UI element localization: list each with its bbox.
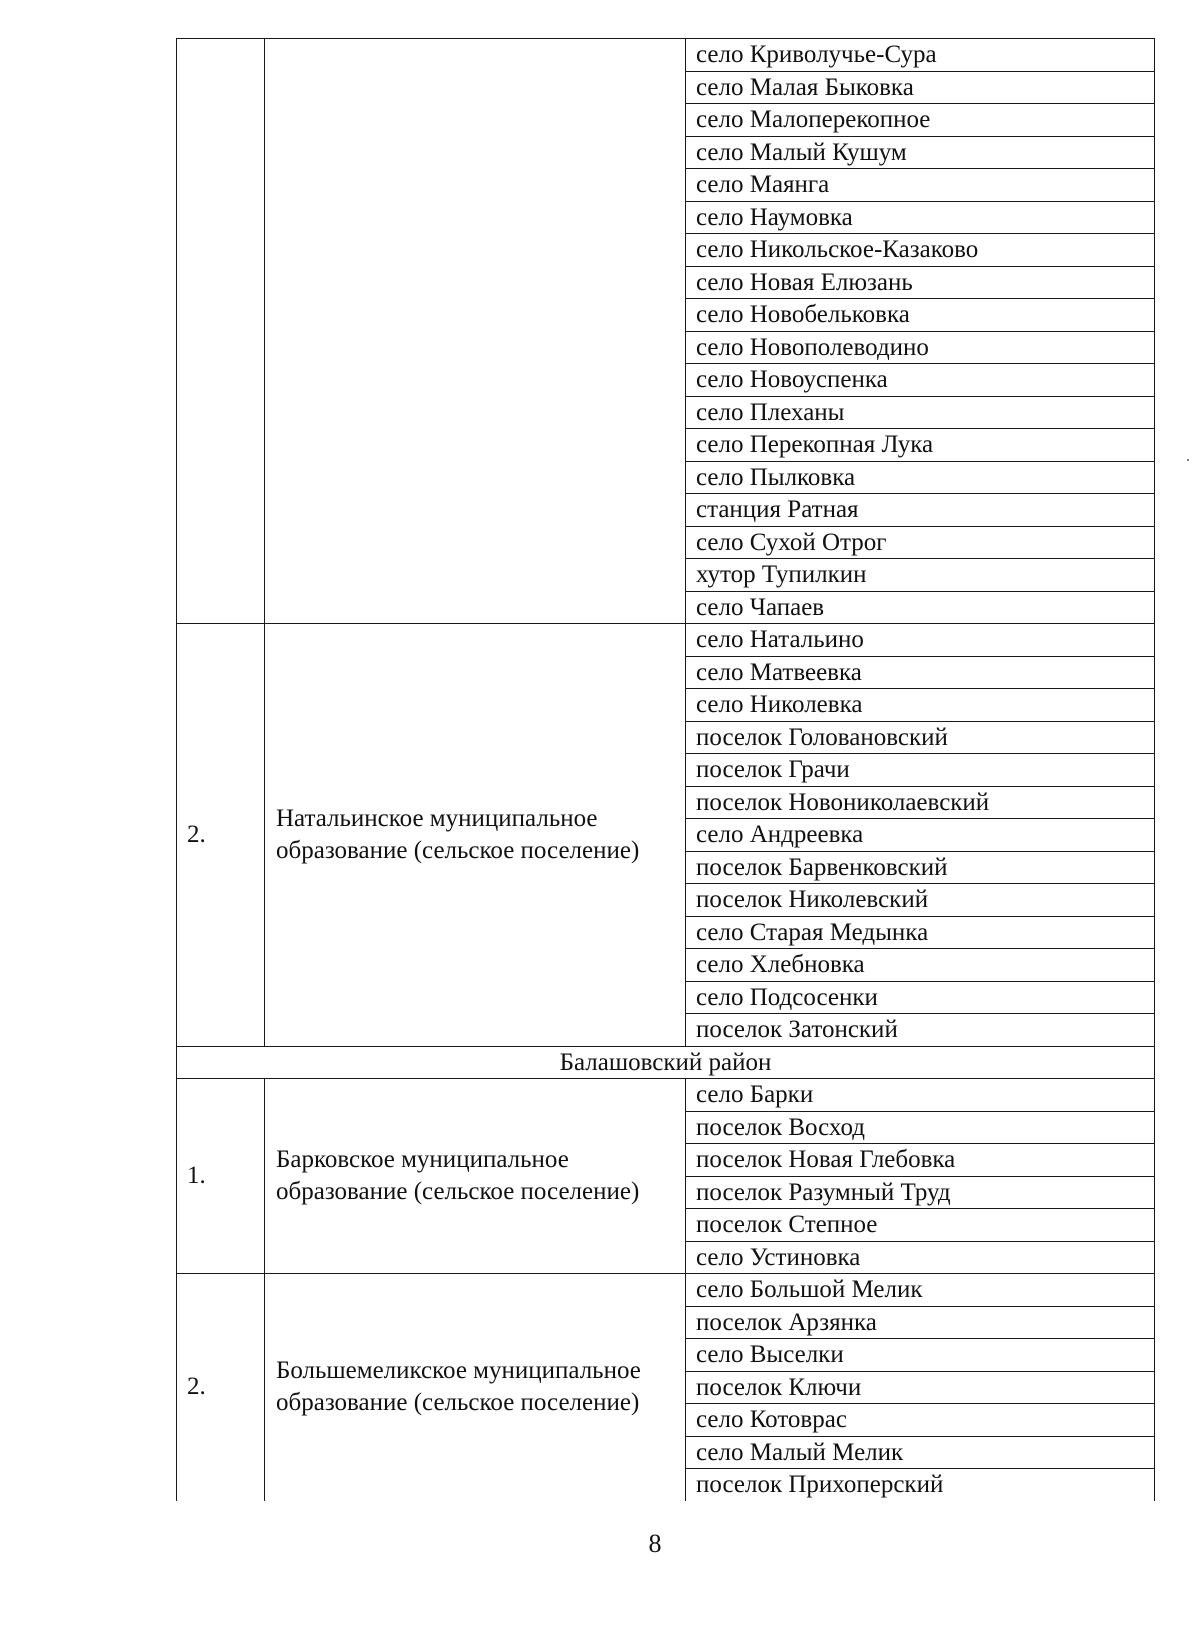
settlement-name: село Большой Мелик — [686, 1274, 1155, 1307]
settlement-name: поселок Новая Глебовка — [686, 1144, 1155, 1177]
municipality-name: Барковское муниципальное образование (сельское поселение) — [265, 1079, 686, 1274]
settlement-name: село Пылковка — [686, 461, 1155, 494]
settlement-name: село Малый Кушум — [686, 136, 1155, 169]
table-row — [177, 1274, 1155, 1307]
settlement-name: поселок Грачи — [686, 754, 1155, 787]
district-row — [177, 1046, 1155, 1079]
settlement-name: село Подсосенки — [686, 981, 1155, 1014]
table-row — [177, 39, 1155, 72]
settlement-name: село Новая Елюзань — [686, 266, 1155, 299]
settlement-name: село Николевка — [686, 689, 1155, 722]
settlement-name: село Новобельковка — [686, 299, 1155, 332]
scan-speck — [1187, 459, 1189, 461]
settlement-name: поселок Новониколаевский — [686, 786, 1155, 819]
table-row — [177, 1079, 1155, 1112]
settlement-name: село Устиновка — [686, 1241, 1155, 1274]
settlement-name: село Малая Быковка — [686, 71, 1155, 104]
settlement-name: село Новополеводино — [686, 331, 1155, 364]
settlement-name: село Андреевка — [686, 819, 1155, 852]
settlement-name: село Никольское-Казаково — [686, 234, 1155, 267]
settlement-name: станция Ратная — [686, 494, 1155, 527]
settlement-name: село Хлебновка — [686, 949, 1155, 982]
page-number: 8 — [648, 1529, 662, 1558]
settlement-name: село Наумовка — [686, 201, 1155, 234]
settlement-name: село Малый Мелик — [686, 1436, 1155, 1469]
settlement-name: поселок Степное — [686, 1209, 1155, 1242]
settlement-name: село Котоврас — [686, 1404, 1155, 1437]
settlement-name: поселок Барвенковский — [686, 851, 1155, 884]
settlement-name: поселок Николевский — [686, 884, 1155, 917]
settlement-name: село Маянга — [686, 169, 1155, 202]
settlement-name: село Чапаев — [686, 591, 1155, 624]
settlement-name: село Барки — [686, 1079, 1155, 1112]
settlement-name: поселок Разумный Труд — [686, 1176, 1155, 1209]
settlements-table-body — [177, 39, 1155, 1501]
settlement-name: поселок Прихоперский — [686, 1469, 1155, 1501]
row-number: 2. — [177, 624, 265, 1047]
settlement-name: поселок Ключи — [686, 1371, 1155, 1404]
row-number: 2. — [177, 1274, 265, 1501]
settlement-name: село Выселки — [686, 1339, 1155, 1372]
settlement-name: село Криволучье-Сура — [686, 39, 1155, 72]
settlement-name: село Натальино — [686, 624, 1155, 657]
municipality-name — [265, 39, 686, 624]
settlement-name: село Сухой Отрог — [686, 526, 1155, 559]
settlement-name: село Перекопная Лука — [686, 429, 1155, 462]
settlement-name: село Плеханы — [686, 396, 1155, 429]
settlement-name: поселок Затонский — [686, 1014, 1155, 1047]
settlement-name: хутор Тупилкин — [686, 559, 1155, 592]
settlement-name: село Старая Медынка — [686, 916, 1155, 949]
settlement-name: село Малоперекопное — [686, 104, 1155, 137]
district-title: Балашовский район — [177, 1046, 1155, 1079]
settlement-name: поселок Головановский — [686, 721, 1155, 754]
settlement-name: село Новоуспенка — [686, 364, 1155, 397]
settlements-table — [176, 38, 1155, 1501]
settlement-name: поселок Восход — [686, 1111, 1155, 1144]
settlement-name: поселок Арзянка — [686, 1306, 1155, 1339]
table-row — [177, 624, 1155, 657]
row-number: 1. — [177, 1079, 265, 1274]
municipality-name: Натальинское муниципальное образование (сельское поселение) — [265, 624, 686, 1047]
municipality-name: Большемеликское муниципальное образование (сельское поселение) — [265, 1274, 686, 1501]
row-number — [177, 39, 265, 624]
settlement-name: село Матвеевка — [686, 656, 1155, 689]
